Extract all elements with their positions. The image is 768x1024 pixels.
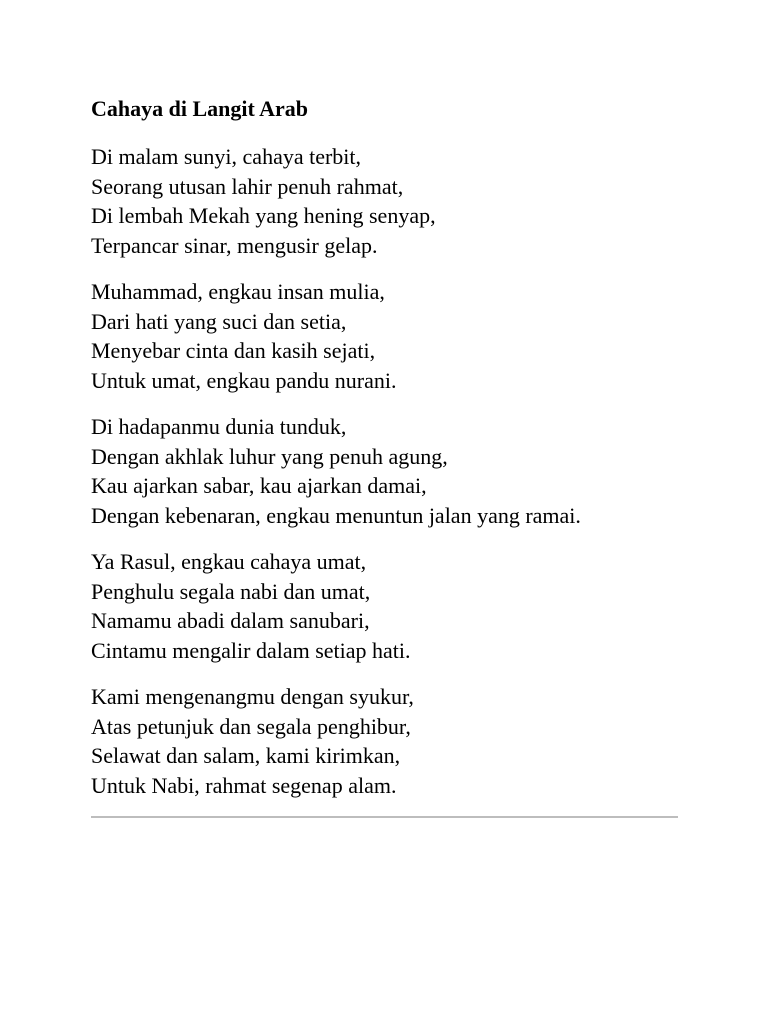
poem-line: Terpancar sinar, mengusir gelap. bbox=[91, 232, 378, 258]
stanza-5 bbox=[91, 682, 679, 800]
poem-line: Kau ajarkan sabar, kau ajarkan damai, bbox=[91, 473, 427, 498]
poem-title: Cahaya di Langit Arab bbox=[91, 96, 308, 121]
poem-line: Menyebar cinta dan kasih sejati, bbox=[91, 338, 376, 363]
stanza-1 bbox=[91, 142, 679, 260]
poem-line: Untuk Nabi, rahmat segenap alam. bbox=[91, 772, 397, 798]
poem-line: Namamu abadi dalam sanubari, bbox=[91, 608, 370, 633]
poem-line: Untuk umat, engkau pandu nurani. bbox=[91, 367, 397, 393]
poem-line: Cintamu mengalir dalam setiap hati. bbox=[91, 637, 411, 663]
poem-line: Dari hati yang suci dan setia, bbox=[91, 308, 347, 334]
poem-line: Penghulu segala nabi dan umat, bbox=[91, 578, 371, 604]
poem-line: Di lembah Mekah yang hening senyap, bbox=[91, 203, 436, 228]
stanza-4 bbox=[91, 547, 679, 665]
stanza-2 bbox=[91, 277, 679, 395]
horizontal-divider bbox=[91, 816, 678, 818]
poem-line: Muhammad, engkau insan mulia, bbox=[91, 279, 385, 304]
poem-line: Di hadapanmu dunia tunduk, bbox=[91, 414, 347, 439]
poem-line: Dengan kebenaran, engkau menuntun jalan yang ramai. bbox=[91, 502, 581, 528]
stanza-3 bbox=[91, 412, 679, 530]
poem-line: Di malam sunyi, cahaya terbit, bbox=[91, 144, 362, 169]
poem-line: Atas petunjuk dan segala penghibur, bbox=[91, 713, 411, 739]
poem-line: Selawat dan salam, kami kirimkan, bbox=[91, 743, 401, 768]
poem-line: Ya Rasul, engkau cahaya umat, bbox=[91, 549, 367, 574]
poem-line: Kami mengenangmu dengan syukur, bbox=[91, 684, 414, 709]
document-page bbox=[91, 94, 679, 818]
poem-line: Dengan akhlak luhur yang penuh agung, bbox=[91, 443, 448, 469]
poem-line: Seorang utusan lahir penuh rahmat, bbox=[91, 173, 404, 199]
